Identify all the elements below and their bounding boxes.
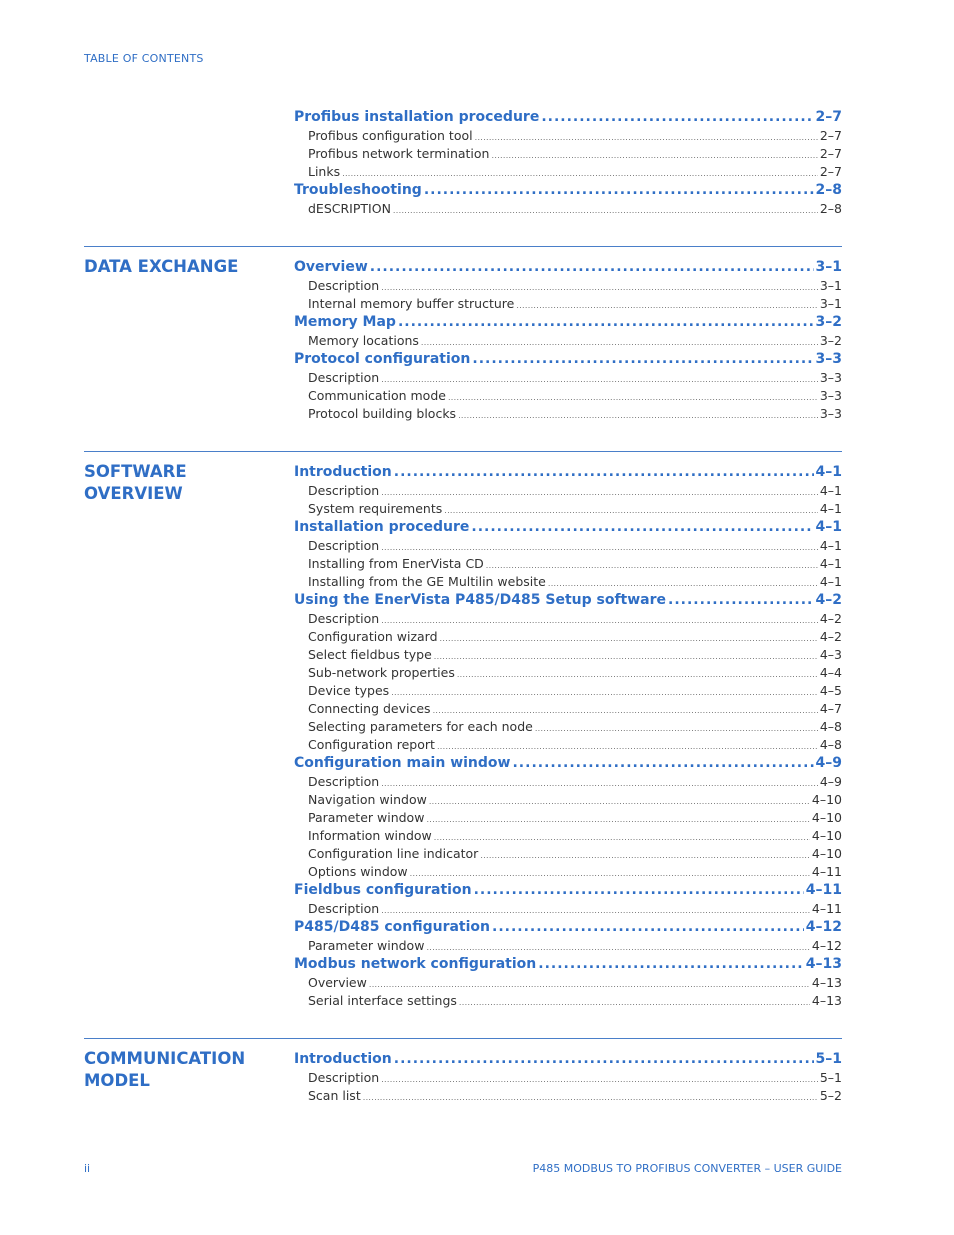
- dot-leader: [448, 387, 818, 407]
- dot-leader: [434, 827, 810, 847]
- dot-leader: [458, 405, 818, 425]
- toc-entries: [294, 1050, 842, 1105]
- running-header: TABLE OF CONTENTS: [84, 52, 204, 65]
- toc-entries: [294, 258, 842, 423]
- dot-leader: [381, 1069, 818, 1089]
- toc-entry-page: 3–2: [815, 314, 842, 330]
- toc-subentry[interactable]: [294, 500, 842, 518]
- toc-subentry[interactable]: [294, 295, 842, 313]
- dot-leader: [535, 718, 818, 738]
- dot-leader: [381, 482, 818, 502]
- toc-section: [84, 451, 842, 1008]
- dot-leader: [440, 628, 818, 648]
- toc-subentry-label: Description: [308, 901, 380, 916]
- toc-subentry-label: Scan list: [308, 1088, 361, 1103]
- dot-leader: [512, 754, 813, 773]
- dot-leader: [541, 108, 813, 127]
- toc-subentry[interactable]: [294, 387, 842, 405]
- toc-subentry-page: 2–7: [819, 146, 842, 161]
- toc-subentry-label: Protocol building blocks: [308, 406, 457, 421]
- toc-subentry[interactable]: [294, 200, 842, 218]
- toc-subentry-page: 3–3: [819, 370, 842, 385]
- dot-leader: [381, 773, 818, 793]
- toc-entry-label: Protocol configuration: [294, 351, 471, 367]
- toc-entry-page: 4–9: [815, 755, 842, 771]
- toc-subentry-label: Configuration wizard: [308, 629, 438, 644]
- dot-leader: [474, 881, 804, 900]
- toc-subentry-page: 4–8: [819, 719, 842, 734]
- toc-entry-page: 2–7: [815, 109, 842, 125]
- toc-subentry-page: 4–9: [819, 774, 842, 789]
- toc-subentry[interactable]: [294, 610, 842, 628]
- toc-subentry-label: Configuration report: [308, 737, 435, 752]
- toc-subentry-label: Links: [308, 164, 341, 179]
- toc-entry-label: Overview: [294, 259, 368, 275]
- toc-entry[interactable]: [294, 518, 842, 537]
- dot-leader: [391, 682, 818, 702]
- toc-subentry-page: 3–3: [819, 388, 842, 403]
- dot-leader: [410, 863, 810, 883]
- toc-subentry[interactable]: [294, 369, 842, 387]
- toc-section: [84, 1038, 842, 1103]
- toc-entry-page: 2–8: [815, 182, 842, 198]
- toc-subentry-page: 4–1: [819, 538, 842, 553]
- dot-leader: [426, 937, 809, 957]
- toc-subentry-page: 5–2: [819, 1088, 842, 1103]
- toc-entry[interactable]: [294, 955, 842, 974]
- toc-entry[interactable]: [294, 181, 842, 200]
- toc-entries: [294, 108, 842, 218]
- dot-leader: [457, 664, 818, 684]
- toc-entry-label: Introduction: [294, 464, 392, 480]
- toc-subentry[interactable]: [294, 127, 842, 145]
- toc-subentry[interactable]: [294, 664, 842, 682]
- toc-entry[interactable]: [294, 591, 842, 610]
- dot-leader: [424, 181, 814, 200]
- toc-entry-label: Introduction: [294, 1051, 392, 1067]
- toc-subentry-page: 4–13: [811, 975, 842, 990]
- toc-subentry[interactable]: [294, 773, 842, 791]
- toc-entry-page: 4–13: [805, 956, 842, 972]
- toc-entry[interactable]: [294, 1050, 842, 1069]
- toc-subentry-label: Connecting devices: [308, 701, 431, 716]
- toc-entry[interactable]: [294, 881, 842, 900]
- dot-leader: [516, 295, 817, 315]
- toc-subentry-label: Device types: [308, 683, 390, 698]
- dot-leader: [491, 145, 817, 165]
- dot-leader: [437, 736, 818, 756]
- toc-subentry-label: Navigation window: [308, 792, 427, 807]
- toc-subentry[interactable]: [294, 809, 842, 827]
- section-title: DATA EXCHANGE: [84, 257, 239, 276]
- toc-entry-page: 4–1: [815, 464, 842, 480]
- dot-leader: [433, 700, 818, 720]
- toc-entry-page: 5–1: [815, 1051, 842, 1067]
- toc-subentry-label: dESCRIPTION: [308, 201, 391, 216]
- toc-subentry-label: Memory locations: [308, 333, 419, 348]
- toc-subentry[interactable]: [294, 482, 842, 500]
- toc-entry[interactable]: [294, 350, 842, 369]
- toc-subentry[interactable]: [294, 992, 842, 1010]
- toc-subentry[interactable]: [294, 646, 842, 664]
- toc-subentry-label: Description: [308, 774, 380, 789]
- toc-subentry-label: Description: [308, 538, 380, 553]
- toc-section: [84, 246, 842, 421]
- toc-subentry-label: Options window: [308, 864, 408, 879]
- toc-entry[interactable]: [294, 754, 842, 773]
- dot-leader: [369, 974, 810, 994]
- toc-subentry-label: Parameter window: [308, 810, 425, 825]
- dot-leader: [429, 791, 810, 811]
- toc-subentry-label: Description: [308, 370, 380, 385]
- toc-subentry[interactable]: [294, 163, 842, 181]
- dot-leader: [381, 900, 810, 920]
- toc-subentry-page: 4–11: [811, 901, 842, 916]
- toc-subentry-label: Description: [308, 483, 380, 498]
- dot-leader: [486, 555, 818, 575]
- toc-subentry-label: Overview: [308, 975, 367, 990]
- toc-entry-page: 4–2: [815, 592, 842, 608]
- toc-subentry-page: 4–10: [811, 792, 842, 807]
- toc-subentry[interactable]: [294, 736, 842, 754]
- toc-subentry[interactable]: [294, 900, 842, 918]
- section-title: SOFTWARE OVERVIEW: [84, 462, 187, 503]
- toc-subentry-label: Configuration line indicator: [308, 846, 479, 861]
- dot-leader: [459, 992, 810, 1012]
- toc-subentry-label: Communication mode: [308, 388, 446, 403]
- dot-leader: [394, 463, 814, 482]
- toc-entry-label: Profibus installation procedure: [294, 109, 540, 125]
- toc-subentry[interactable]: [294, 682, 842, 700]
- dot-leader: [472, 350, 813, 369]
- toc-subentry-label: Description: [308, 611, 380, 626]
- toc-subentry[interactable]: [294, 145, 842, 163]
- toc-subentry[interactable]: [294, 863, 842, 881]
- dot-leader: [668, 591, 813, 610]
- dot-leader: [444, 500, 818, 520]
- toc-entry-label: Configuration main window: [294, 755, 511, 771]
- toc-subentry[interactable]: [294, 405, 842, 423]
- toc-entry-page: 4–12: [805, 919, 842, 935]
- dot-leader: [471, 518, 813, 537]
- dot-leader: [421, 332, 818, 352]
- toc-entry[interactable]: [294, 258, 842, 277]
- toc-subentry[interactable]: [294, 1087, 842, 1105]
- dot-leader: [381, 277, 818, 297]
- toc-subentry-page: 4–1: [819, 574, 842, 589]
- page-number: ii: [84, 1162, 91, 1175]
- dot-leader: [363, 1087, 818, 1107]
- toc-subentry-label: Parameter window: [308, 938, 425, 953]
- toc-subentry-label: Profibus configuration tool: [308, 128, 473, 143]
- toc-subentry[interactable]: [294, 555, 842, 573]
- toc-subentry[interactable]: [294, 700, 842, 718]
- dot-leader: [434, 646, 818, 666]
- toc-subentry[interactable]: [294, 537, 842, 555]
- toc-subentry-label: Profibus network termination: [308, 146, 490, 161]
- toc-subentry-page: 3–3: [819, 406, 842, 421]
- toc-subentry-page: 4–4: [819, 665, 842, 680]
- toc-subentry[interactable]: [294, 718, 842, 736]
- footer-guide-title: P485 MODBUS TO PROFIBUS CONVERTER – USER GUIDE: [532, 1162, 842, 1175]
- toc-subentry-label: Selecting parameters for each node: [308, 719, 533, 734]
- toc-subentry-page: 3–1: [819, 278, 842, 293]
- toc-subentry-label: Sub-network properties: [308, 665, 455, 680]
- toc-entry[interactable]: [294, 108, 842, 127]
- toc-subentry-label: System requirements: [308, 501, 443, 516]
- toc-entry-label: Troubleshooting: [294, 182, 422, 198]
- toc-subentry[interactable]: [294, 332, 842, 350]
- toc-subentry-page: 4–10: [811, 828, 842, 843]
- dot-leader: [381, 610, 818, 630]
- dot-leader: [370, 258, 814, 277]
- toc-entry-label: Modbus network configuration: [294, 956, 537, 972]
- toc-subentry-page: 4–7: [819, 701, 842, 716]
- toc-subentry[interactable]: [294, 937, 842, 955]
- toc-subentry-page: 5–1: [819, 1070, 842, 1085]
- toc-entry-label: Installation procedure: [294, 519, 470, 535]
- toc-subentry-label: Installing from the GE Multilin website: [308, 574, 546, 589]
- toc-subentry[interactable]: [294, 845, 842, 863]
- toc-subentry-page: 4–2: [819, 611, 842, 626]
- toc-subentry[interactable]: [294, 573, 842, 591]
- dot-leader: [398, 313, 814, 332]
- toc-entry-label: Memory Map: [294, 314, 396, 330]
- dot-leader: [393, 200, 818, 220]
- toc-entry-page: 3–1: [815, 259, 842, 275]
- toc-subentry-page: 4–10: [811, 846, 842, 861]
- toc-subentry[interactable]: [294, 827, 842, 845]
- dot-leader: [548, 573, 818, 593]
- toc-subentry-page: 2–8: [819, 201, 842, 216]
- toc-subentry-page: 4–5: [819, 683, 842, 698]
- toc-subentry-page: 3–2: [819, 333, 842, 348]
- toc-subentry-label: Internal memory buffer structure: [308, 296, 515, 311]
- toc-subentry-page: 4–1: [819, 483, 842, 498]
- toc-subentry-page: 4–1: [819, 556, 842, 571]
- toc-subentry-label: Select fieldbus type: [308, 647, 432, 662]
- toc-subentry[interactable]: [294, 974, 842, 992]
- toc-subentry-page: 4–10: [811, 810, 842, 825]
- toc-subentry[interactable]: [294, 791, 842, 809]
- toc-subentry[interactable]: [294, 277, 842, 295]
- toc-subentry-page: 4–11: [811, 864, 842, 879]
- dot-leader: [480, 845, 810, 865]
- toc-subentry-page: 4–12: [811, 938, 842, 953]
- dot-leader: [394, 1050, 814, 1069]
- toc-entry-label: Fieldbus configuration: [294, 882, 472, 898]
- dot-leader: [426, 809, 809, 829]
- toc-subentry-page: 4–8: [819, 737, 842, 752]
- toc-subentry-label: Information window: [308, 828, 432, 843]
- toc-subentry-page: 4–1: [819, 501, 842, 516]
- toc-entries: [294, 463, 842, 1010]
- dot-leader: [342, 163, 818, 183]
- toc-subentry-page: 2–7: [819, 128, 842, 143]
- toc-entry-label: Using the EnerVista P485/D485 Setup software: [294, 592, 667, 608]
- toc-subentry-label: Description: [308, 278, 380, 293]
- toc-subentry[interactable]: [294, 1069, 842, 1087]
- toc-entry-page: 4–1: [815, 519, 842, 535]
- toc-subentry-page: 4–13: [811, 993, 842, 1008]
- toc-subentry-label: Installing from EnerVista CD: [308, 556, 484, 571]
- dot-leader: [381, 537, 818, 557]
- toc-entry[interactable]: [294, 313, 842, 332]
- toc-subentry-page: 4–2: [819, 629, 842, 644]
- dot-leader: [538, 955, 804, 974]
- dot-leader: [492, 918, 804, 937]
- toc-subentry-page: 4–3: [819, 647, 842, 662]
- dot-leader: [381, 369, 818, 389]
- toc-subentry[interactable]: [294, 628, 842, 646]
- section-title: COMMUNICATION MODEL: [84, 1049, 246, 1090]
- toc-subentry-page: 3–1: [819, 296, 842, 311]
- toc-subentry-label: Description: [308, 1070, 380, 1085]
- toc-entry[interactable]: [294, 463, 842, 482]
- dot-leader: [475, 127, 818, 147]
- toc-entry-page: 4–11: [805, 882, 842, 898]
- toc-entry-page: 3–3: [815, 351, 842, 367]
- toc-subentry-page: 2–7: [819, 164, 842, 179]
- toc-entry[interactable]: [294, 918, 842, 937]
- toc-subentry-label: Serial interface settings: [308, 993, 457, 1008]
- toc-entry-label: P485/D485 configuration: [294, 919, 490, 935]
